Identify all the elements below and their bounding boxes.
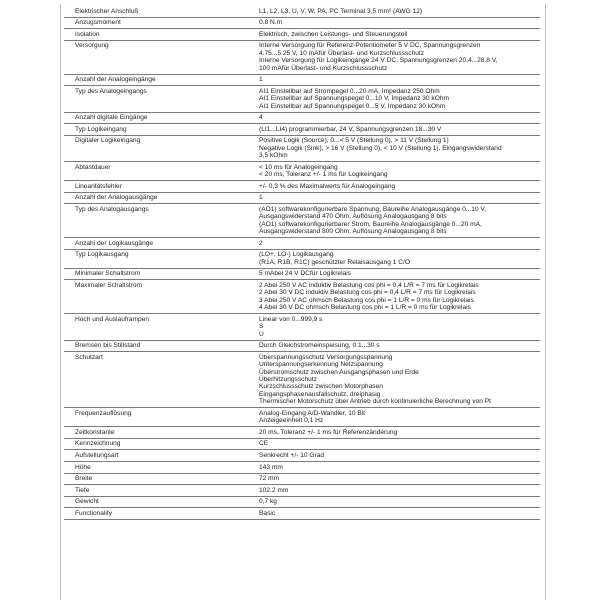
spec-value-line: 2 (259, 239, 263, 247)
spec-value-line: (LO+, LO-) Logikausgang (259, 251, 334, 259)
spec-row (64, 473, 540, 485)
spec-value-line: Ausgangswiderstand 800 Ohm, Auflösung Analogausgang 8 bits (259, 228, 447, 236)
spec-value-line: S (259, 323, 264, 331)
spec-value-line: Durch Gleichstromeinspeisung, 0.1...30 s (259, 342, 380, 350)
spec-value-line: 2 Abei 30 V DC induktiv Belastung cos phi = 0,4 L/R = 7 ms für Logikrelais (259, 289, 476, 297)
spec-value (245, 135, 540, 161)
spec-value-line: Negative Logik (Sink), > 16 V (Stellung 0), < 10 V (Stellung 1), Eingangswiderstand (259, 144, 502, 152)
spec-row (64, 192, 540, 204)
spec-label: Höhe (64, 462, 245, 474)
spec-value-line: Überspannungsschutz Versorgungsspannung (259, 353, 393, 361)
spec-row (64, 508, 540, 520)
spec-label: Anzugsmoment (64, 17, 245, 29)
spec-label: Versorgung (64, 40, 245, 74)
spec-row (64, 29, 540, 41)
spec-row (64, 74, 540, 86)
spec-label: Hoch und Auslauframpen (64, 314, 245, 340)
spec-value (245, 462, 540, 474)
spec-value (245, 280, 540, 314)
spec-row (64, 496, 540, 508)
spec-row (64, 352, 540, 408)
spec-value (245, 473, 540, 485)
spec-value-line: Ausgangswiderstand 470 Ohm, Auflösung Analogausgang 8 bits (259, 213, 447, 221)
spec-value-line: 72 mm (259, 475, 280, 483)
spec-value-line: Interne Versorgung für Logikeingänge 24 V DC, Spannungsgrenzen 20.4...28.8 V, (259, 57, 498, 65)
spec-row (64, 462, 540, 474)
spec-value (245, 74, 540, 86)
spec-row (64, 135, 540, 161)
spec-value (245, 485, 540, 497)
spec-label: Elektrischer Anschluß (64, 6, 245, 17)
spec-value-line: 1 (259, 194, 263, 202)
spec-label: Kennzeichnung (64, 438, 245, 450)
spec-value-line: +/- 0,3 % des Maximalwerts für Analogeingang (259, 182, 396, 190)
spec-label: Anzahl der Analogausgänge (64, 192, 245, 204)
spec-value (245, 508, 540, 520)
spec-value-line: 1 (259, 76, 263, 84)
spec-value-line: 100 mAfür Überlast- und Kurzschlussschutz (259, 64, 388, 72)
spec-label: Tiefe (64, 485, 245, 497)
spec-label: Anzahl digitale Eingänge (64, 112, 245, 124)
spec-row (64, 124, 540, 136)
spec-value-line: Eingangsphasenausfallschutz, dreiphasig (259, 390, 381, 398)
spec-value-line: 3,5 kOhm (259, 152, 288, 160)
spec-row (64, 485, 540, 497)
spec-value-line: 143 mm (259, 463, 283, 471)
spec-row (64, 438, 540, 450)
spec-row (64, 17, 540, 29)
spec-value-line: Unterspannungserkennung Netzspannung (259, 361, 383, 369)
spec-value-line: < 10 ms für Analogeingang (259, 163, 338, 171)
spec-value (245, 40, 540, 74)
spec-value-line: (AO1) softwarekonfigurierbarer Strom, Baureihe Analogausgänge 0...20 mA, (259, 220, 482, 228)
spec-value-line: Überhitzungsschutz (259, 376, 317, 383)
spec-value-line: Kurzschlussschutz zwischen Motorphasen (259, 383, 383, 391)
spec-value-line: 102.2 mm (259, 486, 289, 494)
spec-row (64, 427, 540, 439)
spec-value-line: CE (259, 440, 269, 448)
spec-value-line: Linear von 0...999,9 s (259, 315, 323, 323)
spec-value-line: Überstromschutz zwischen Ausgangsphasen und Erde (259, 368, 419, 376)
spec-value (245, 86, 540, 112)
spec-value-line: Basic (259, 509, 276, 517)
spec-value (245, 238, 540, 250)
spec-label: Isolation (64, 29, 245, 41)
spec-value-line: 5 mAbei 24 V DCfür Logikrelais (259, 270, 351, 278)
spec-row (64, 204, 540, 238)
spec-value (245, 6, 540, 17)
spec-label: Minimaler Schaltstrom (64, 268, 245, 280)
spec-value-line: Anzeigeeinheit 0,1 Hz (259, 417, 324, 425)
spec-value-line: 4 Abei 30 V DC ohmsch Belastung cos phi = 1 L/R = 0 ms für Logikrelais (259, 304, 471, 312)
spec-value (245, 29, 540, 41)
spec-row (64, 181, 540, 193)
spec-value-line: AI1 Einstellbar auf Strompegel 0...20 mA, Impedanz 250 Ohm (259, 87, 440, 95)
spec-value-line: 2 Abei 250 V AC induktiv Belastung cos phi = 0,4 L/R = 7 ms für Logikrelais (259, 281, 479, 289)
spec-label: Functionality (64, 508, 245, 520)
spec-label: Digitaler Logikeingang (64, 135, 245, 161)
spec-value (245, 450, 540, 462)
spec-value (245, 192, 540, 204)
spec-value (245, 124, 540, 136)
spec-label: Aufstellungsart (64, 450, 245, 462)
spec-label: Typ des Analogeingangs (64, 86, 245, 112)
spec-value-line: AI1 Einstellbar auf Spannungspegel 0...5 V, Impedanz 30 kOhm (259, 102, 446, 110)
spec-value (245, 249, 540, 268)
spec-value-line: Positive Logik (Source), 0...< 5 V (Stellung 0), > 11 V (Stellung 1) (259, 137, 449, 145)
spec-row (64, 340, 540, 352)
spec-row (64, 280, 540, 314)
spec-value (245, 352, 540, 408)
spec-row (64, 268, 540, 280)
spec-row (64, 112, 540, 124)
spec-row (64, 314, 540, 340)
spec-value (245, 268, 540, 280)
spec-row (64, 86, 540, 112)
spec-value-line: 3 Abei 250 V AC ohmsch Belastung cos phi = 1 L/R = 0 ms für Logikrelais (259, 296, 474, 304)
spec-value-line: (R1A, R1B, R1C) geschützter Relaisausgang 1 C/O (259, 258, 410, 266)
spec-label: Typ Logikausgang (64, 249, 245, 268)
spec-value-line: (LI1...LI4) programmierbar, 24 V, Spannungsgrenzen 18...30 V (259, 125, 442, 133)
spec-label: Typ Logikeingang (64, 124, 245, 136)
spec-value (245, 438, 540, 450)
spec-value-line: Senkrecht +/- 10 Grad (259, 452, 325, 459)
spec-table (64, 6, 540, 520)
spec-label: Maximaler Schaltstrom (64, 280, 245, 314)
spec-label: Zeitkonstante (64, 427, 245, 439)
spec-value-line: L1, L2, L3, U, V, W, PA, PC Terminal 3,5 mm² (AWG 12) (259, 7, 423, 15)
spec-value (245, 181, 540, 193)
spec-value-line: Analog-Eingang A/D-Wandler, 10 Bit (259, 409, 366, 417)
spec-row (64, 6, 540, 17)
spec-label: Gewicht (64, 496, 245, 508)
spec-value-line: < 20 ms, Toleranz +/- 1 ms für Logikeingang (259, 171, 388, 179)
spec-value-line: 4.75...5.25 V, 10 mAfür Überlast- und Kurzschlussschutz (259, 49, 425, 57)
spec-value (245, 112, 540, 124)
spec-label: Bremsen bis Stillstand (64, 340, 245, 352)
spec-label: Anzahl der Analogeingänge (64, 74, 245, 86)
spec-label: Linearitätsfehler (64, 181, 245, 193)
spec-label: Frequenzauflösung (64, 408, 245, 427)
spec-label: Abtastdauer (64, 162, 245, 181)
spec-row (64, 249, 540, 268)
spec-label: Breite (64, 473, 245, 485)
spec-label: Anzahl der Logikausgänge (64, 238, 245, 250)
spec-value (245, 204, 540, 238)
spec-value-line: Interne Versorgung für Referenz-Potentiometer 5 V DC, Spannungsgrenzen (259, 42, 481, 50)
spec-value-line: 4 (259, 114, 263, 122)
spec-value-line: Thermischer Motorschutz über Antrieb durch kontinuierliche Berechnung von Pt (259, 398, 491, 406)
spec-value (245, 17, 540, 29)
spec-value-line: 20 ms, Toleranz +/- 1 ms für Referenzänderung (259, 428, 398, 436)
spec-value (245, 314, 540, 340)
spec-table-body (64, 6, 540, 519)
spec-value-line: 0.8 N.m (259, 19, 283, 27)
spec-value-line: Elektrisch, zwischen Leistungs- und Steuerungsteil (259, 30, 408, 38)
spec-value-line: 0,7 kg (259, 498, 277, 506)
spec-value (245, 340, 540, 352)
spec-row (64, 40, 540, 74)
spec-value (245, 427, 540, 439)
spec-row (64, 162, 540, 181)
spec-value (245, 408, 540, 427)
spec-value-line: (AO1) softwarekonfigurierbare Spannung, Baureihe Analogausgänge 0...10 V, (259, 205, 487, 213)
spec-row (64, 238, 540, 250)
spec-row (64, 408, 540, 427)
spec-label: Schutzart (64, 352, 245, 408)
spec-value-line: AI1 Einstellbar auf Spannungspegel 0...10 V, Impedanz 30 kOhm (259, 95, 450, 103)
spec-value (245, 496, 540, 508)
spec-label: Typ des Analogausgangs (64, 204, 245, 238)
spec-row (64, 450, 540, 462)
spec-value (245, 162, 540, 181)
spec-value-line: U (259, 330, 264, 338)
